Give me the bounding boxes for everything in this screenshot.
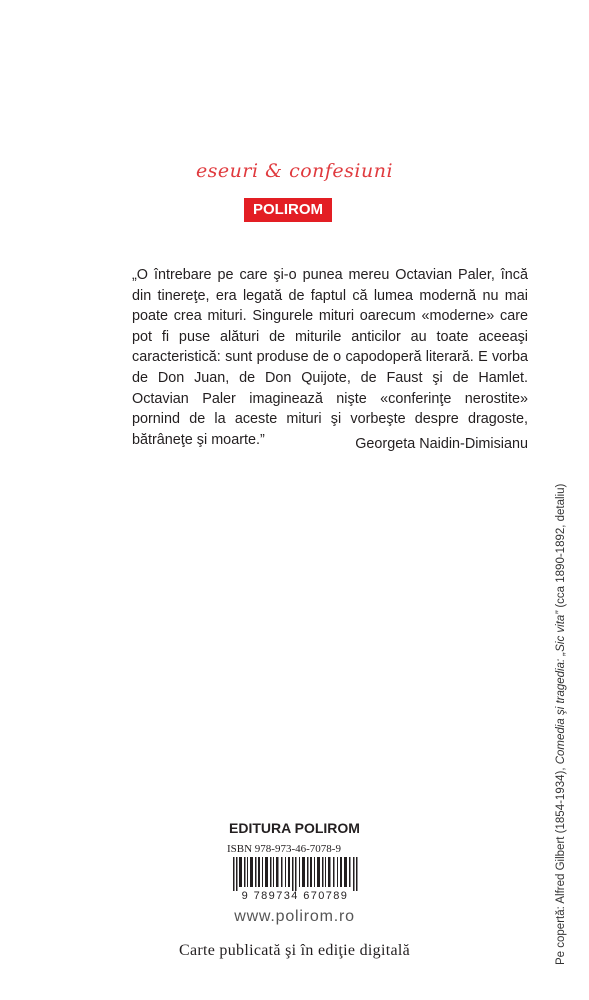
publisher-website: www.polirom.ro	[234, 908, 355, 925]
cover-credit-work: Comedia şi tragedia: „Sic vita”	[555, 610, 567, 765]
publisher-badge: POLIROM	[244, 198, 332, 222]
digital-edition-note: Carte publicată şi în ediţie digitală	[178, 942, 411, 959]
cover-credit-prefix: Pe copertă: Alfred Gilbert (1854-1934),	[555, 764, 567, 965]
barcode-bars	[225, 857, 365, 891]
cover-credit	[555, 385, 567, 965]
blurb-paragraph: „O întrebare pe care şi-o punea mereu Octavian Paler, încă din tinereţe, era legată de faptul că lumea modernă nu mai poate crea mituri. Singurele mituri oarecum «moderne» care pot fi puse alături de miturile anticilor au toate aceeaşi caracteristică: sunt produse de o capodoperă literară. E vorba de Don Juan, de Don Quijote, de Faust şi de Hamlet. Octavian Paler imaginează nişte «conferinţe nerostite» pornind de la aceste mituri şi vorbeşte despre dragoste, bătrâneţe şi moarte.”	[132, 267, 528, 448]
barcode-digits: 9 789734 670789	[241, 890, 349, 902]
cover-credit-suffix: (cca 1890-1892, detaliu)	[555, 483, 567, 611]
series-title: eseuri & confesiuni	[195, 160, 394, 182]
isbn-barcode	[225, 843, 365, 903]
publisher-name: EDITURA POLIROM	[229, 820, 360, 836]
blurb-text	[132, 265, 528, 450]
isbn-label: ISBN 978-973-46-7078-9	[227, 843, 341, 855]
blurb-author: Georgeta Naidin-Dimisianu	[355, 436, 528, 452]
